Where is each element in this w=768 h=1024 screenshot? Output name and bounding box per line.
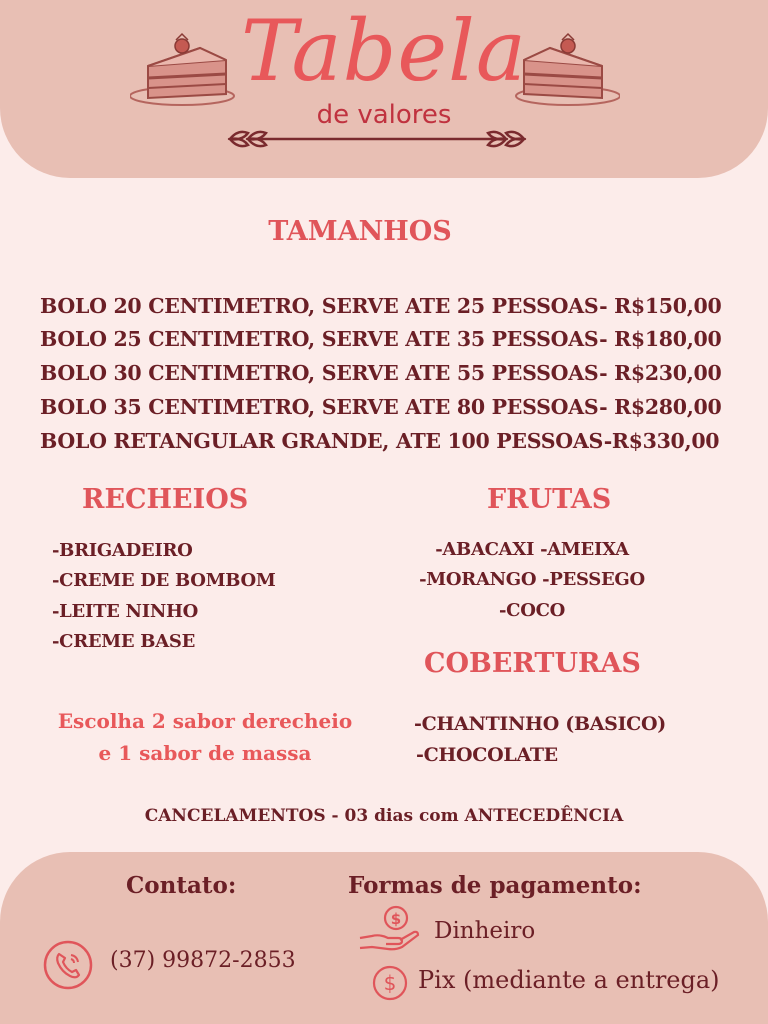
filling-item: -LEITE NINHO: [52, 601, 199, 622]
fruits-heading: FRUTAS: [487, 484, 612, 515]
flavor-note-line2: e 1 sabor de massa: [98, 741, 312, 765]
fruit-item: -MORANGO -PESSEGO: [419, 569, 645, 590]
sizes-heading: TAMANHOS: [268, 216, 452, 247]
svg-text:$: $: [390, 910, 402, 928]
hand-money-icon: [358, 904, 420, 952]
filling-item: -CREME DE BOMBOM: [52, 570, 276, 591]
price-row: BOLO 35 CENTIMETRO, SERVE ATE 80 PESSOAS- R$280,00: [40, 395, 722, 419]
page-subtitle: de valores: [316, 100, 452, 130]
price-row: BOLO 20 CENTIMETRO, SERVE ATE 25 PESSOAS- R$150,00: [40, 294, 722, 318]
filling-item: -CREME BASE: [52, 631, 195, 652]
fruit-item: -ABACAXI -AMEIXA: [435, 539, 629, 560]
laurel-divider-icon: [222, 124, 532, 154]
contact-phone[interactable]: (37) 99872-2853: [110, 948, 296, 973]
price-row: BOLO 30 CENTIMETRO, SERVE ATE 55 PESSOAS- R$230,00: [40, 361, 722, 385]
payment-heading: Formas de pagamento:: [348, 872, 642, 899]
page-title: Tabela: [240, 2, 527, 100]
dollar-coin-icon: [371, 964, 409, 1002]
cancellation-policy: CANCELAMENTOS - 03 dias com ANTECEDÊNCIA: [144, 806, 624, 826]
svg-text:$: $: [383, 971, 397, 995]
fruit-item: -COCO: [499, 600, 565, 621]
topping-item: -CHOCOLATE: [416, 744, 558, 766]
price-row: BOLO 25 CENTIMETRO, SERVE ATE 35 PESSOAS- R$180,00: [40, 327, 722, 351]
fillings-heading: RECHEIOS: [82, 484, 249, 515]
toppings-heading: COBERTURAS: [424, 648, 641, 679]
payment-pix: Pix (mediante a entrega): [418, 966, 720, 994]
payment-cash: Dinheiro: [434, 918, 536, 944]
contact-heading: Contato:: [126, 872, 237, 899]
price-row: BOLO RETANGULAR GRANDE, ATE 100 PESSOAS-R$330,00: [40, 429, 720, 453]
phone-icon: [42, 939, 94, 991]
topping-item: -CHANTINHO (BASICO): [414, 713, 666, 735]
flavor-note-line1: Escolha 2 sabor derecheio: [57, 709, 353, 733]
filling-item: -BRIGADEIRO: [52, 540, 193, 561]
